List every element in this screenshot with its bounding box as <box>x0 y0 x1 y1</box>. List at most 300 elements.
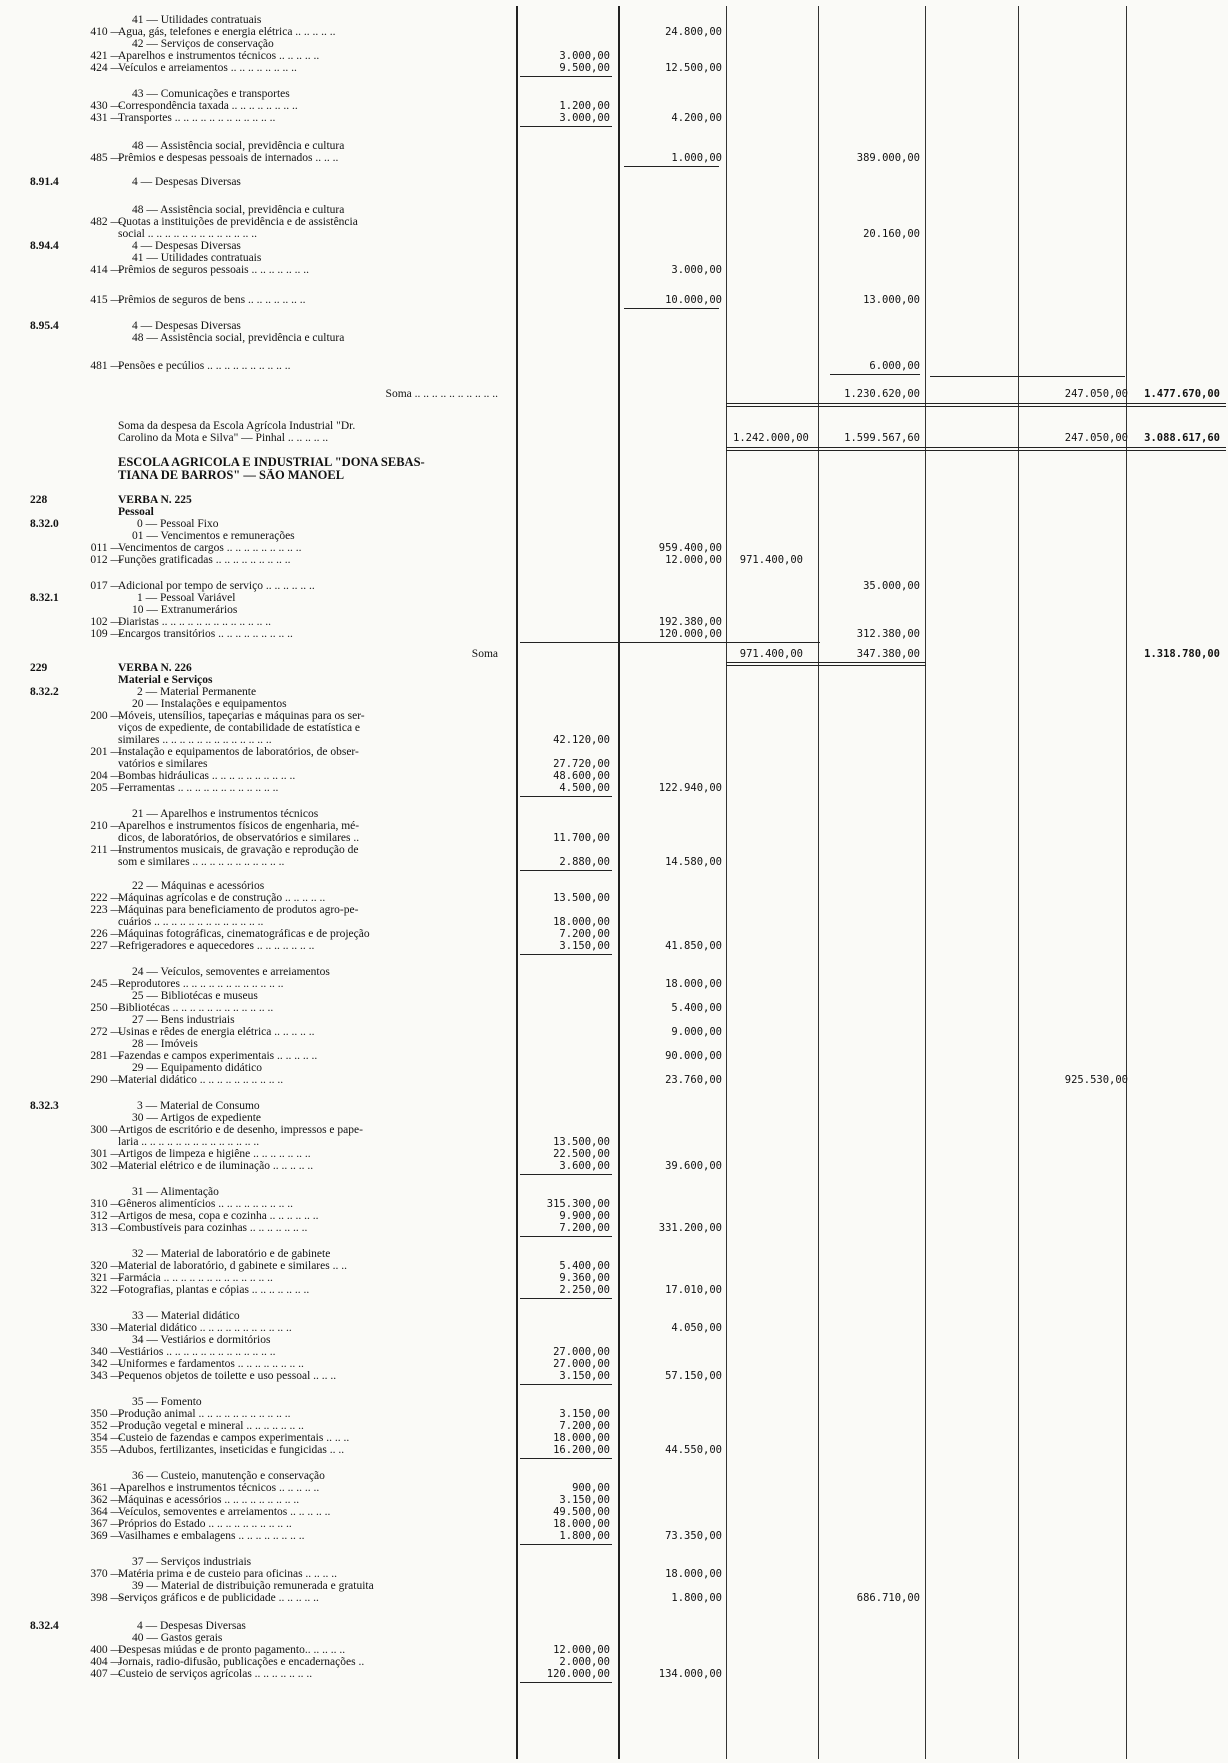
budget-row <box>0 1248 1228 1260</box>
item-description: Material elétrico e de iluminação .. .. .. .. .. <box>118 1160 314 1172</box>
amount-col-1: 27.720,00 <box>553 758 610 770</box>
amount-col-2: 39.600,00 <box>665 1160 722 1172</box>
item-description: Soma da despesa da Escola Agrícola Industrial "Dr. <box>118 420 356 432</box>
item-description: 10 — Extranumerários <box>132 604 238 616</box>
item-description: Matéria prima e de custeio para oficinas .. .. .. .. <box>118 1568 338 1580</box>
item-description: 43 — Comunicações e transportes <box>132 88 290 100</box>
budget-row <box>0 1124 1228 1136</box>
item-description: Pensões e pecúlios .. .. .. .. .. .. .. .. .. .. <box>118 360 291 372</box>
item-description: 48 — Assistência social, previdência e cultura <box>132 140 345 152</box>
item-description: 35 — Fomento <box>132 1396 202 1408</box>
item-code: 415 — <box>90 294 122 306</box>
item-code: 343 — <box>90 1370 122 1382</box>
item-code: 200 — <box>90 710 122 722</box>
budget-row <box>0 604 1228 616</box>
classification-code: 8.95.4 <box>30 320 59 332</box>
budget-row <box>0 808 1228 820</box>
classification-code: 228 <box>30 494 48 506</box>
item-description: Instalação e equipamentos de laboratórios, de obser- <box>118 746 359 758</box>
amount-col-2: 3.000,00 <box>671 264 722 276</box>
amount-col-1: 5.400,00 <box>559 1260 610 1272</box>
budget-row <box>0 1210 1228 1222</box>
item-description: 3 — Material de Consumo <box>137 1100 260 1112</box>
classification-code: 8.32.1 <box>30 592 59 604</box>
item-description: 1 — Pessoal Variável <box>137 592 236 604</box>
subtotal-rule <box>520 1384 612 1385</box>
subtotal-rule <box>520 1174 612 1175</box>
budget-row <box>0 1396 1228 1408</box>
budget-row <box>0 1062 1228 1074</box>
amount-col-2: 9.000,00 <box>671 1026 722 1038</box>
budget-row <box>0 1334 1228 1346</box>
budget-row <box>0 1260 1228 1272</box>
item-description: 39 — Material de distribuição remunerada e gratuita <box>132 1580 374 1592</box>
item-description: Artigos de mesa, copa e cozinha .. .. .. .. .. .. <box>118 1210 319 1222</box>
amount-col-2: 12.000,00 <box>665 554 722 566</box>
item-code: 355 — <box>90 1444 122 1456</box>
budget-row <box>0 332 1228 344</box>
budget-row <box>0 916 1228 928</box>
item-description: Custeio de serviços agrícolas .. .. .. .. .. .. .. <box>118 1668 313 1680</box>
item-description: 01 — Vencimentos e remunerações <box>132 530 295 542</box>
amount-col-4: 6.000,00 <box>869 360 920 372</box>
budget-row <box>0 320 1228 332</box>
budget-row <box>0 1420 1228 1432</box>
item-code: 211 — <box>90 844 122 856</box>
budget-row <box>0 100 1228 112</box>
budget-row <box>0 360 1228 372</box>
amount-col-2: 73.350,00 <box>665 1530 722 1542</box>
item-code: 367 — <box>90 1518 122 1530</box>
item-code: 272 — <box>90 1026 122 1038</box>
item-description: 29 — Equipamento didático <box>132 1062 262 1074</box>
amount-col-6: 1.318.780,00 <box>1144 648 1220 660</box>
subtotal-rule <box>624 308 719 309</box>
item-description: Material didático .. .. .. .. .. .. .. .. .. .. <box>118 1074 284 1086</box>
amount-col-1: 2.250,00 <box>559 1284 610 1296</box>
item-description: Produção animal .. .. .. .. .. .. .. .. .. .. .. <box>118 1408 291 1420</box>
item-description: 33 — Material didático <box>132 1310 240 1322</box>
amount-col-2: 134.000,00 <box>658 1668 722 1680</box>
amount-col-1: 3.150,00 <box>559 940 610 952</box>
item-code: 313 — <box>90 1222 122 1234</box>
budget-row <box>0 1160 1228 1172</box>
budget-row <box>0 1310 1228 1322</box>
budget-row <box>0 1112 1228 1124</box>
item-code: 362 — <box>90 1494 122 1506</box>
item-code: 310 — <box>90 1198 122 1210</box>
amount-col-2: 12.500,00 <box>665 62 722 74</box>
amount-col-2: 192.380,00 <box>658 616 722 628</box>
item-description: social .. .. .. .. .. .. .. .. .. .. .. .. .. <box>118 228 257 240</box>
subtotal-rule <box>830 374 920 375</box>
item-code: 342 — <box>90 1358 122 1370</box>
item-description: Material e Serviços <box>118 674 213 686</box>
classification-code: 8.32.3 <box>30 1100 59 1112</box>
amount-col-1: 3.000,00 <box>559 112 610 124</box>
amount-col-2: 44.550,00 <box>665 1444 722 1456</box>
classification-code: 8.91.4 <box>30 176 59 188</box>
item-code: 312 — <box>90 1210 122 1222</box>
classification-code: 229 <box>30 662 48 674</box>
item-description: 30 — Artigos de expediente <box>132 1112 262 1124</box>
item-code: 321 — <box>90 1272 122 1284</box>
budget-row <box>0 1038 1228 1050</box>
item-description: VERBA N. 226 <box>118 662 192 674</box>
amount-col-1: 3.150,00 <box>559 1408 610 1420</box>
item-description: Prêmios e despesas pessoais de internados .. .. .. <box>118 152 339 164</box>
budget-row <box>0 1620 1228 1632</box>
amount-col-1: 3.000,00 <box>559 50 610 62</box>
amount-col-2: 1.000,00 <box>671 152 722 164</box>
budget-row <box>0 746 1228 758</box>
item-code: 414 — <box>90 264 122 276</box>
amount-col-4: 20.160,00 <box>863 228 920 240</box>
budget-row <box>0 1644 1228 1656</box>
amount-col-4: 347.380,00 <box>856 648 920 660</box>
item-description: Agua, gás, telefones e energia elétrica .. .. .. .. .. <box>118 26 336 38</box>
budget-row <box>0 216 1228 228</box>
item-description: Próprios do Estado .. .. .. .. .. .. .. .. .. .. <box>118 1518 292 1530</box>
amount-col-1: 12.000,00 <box>553 1644 610 1656</box>
amount-col-2: 23.760,00 <box>665 1074 722 1086</box>
item-code: 352 — <box>90 1420 122 1432</box>
budget-row <box>0 904 1228 916</box>
item-code: 350 — <box>90 1408 122 1420</box>
budget-row <box>0 1272 1228 1284</box>
item-description: Uniformes e fardamentos .. .. .. .. .. .. .. .. <box>118 1358 304 1370</box>
amount-col-1: 42.120,00 <box>553 734 610 746</box>
item-description: 22 — Máquinas e acessórios <box>132 880 265 892</box>
amount-col-5: 925.530,00 <box>1064 1074 1128 1086</box>
subtotal-rule <box>520 870 612 871</box>
item-description: 48 — Assistência social, previdência e cultura <box>132 332 345 344</box>
amount-col-1: 7.200,00 <box>559 1222 610 1234</box>
item-description: VERBA N. 225 <box>118 494 192 506</box>
item-description: Serviços gráficos e de publicidade .. .. .. .. .. <box>118 1592 319 1604</box>
amount-col-1: 315.300,00 <box>546 1198 610 1210</box>
subtotal-rule <box>930 376 1125 377</box>
item-description: Carolino da Mota e Silva" — Pinhal .. .. .. .. .. <box>118 432 329 444</box>
budget-row <box>0 1668 1228 1680</box>
item-code: 320 — <box>90 1260 122 1272</box>
amount-col-1: 13.500,00 <box>553 892 610 904</box>
item-description: Encargos transitórios .. .. .. .. .. .. .. .. .. <box>118 628 293 640</box>
amount-col-1: 2.880,00 <box>559 856 610 868</box>
budget-row <box>0 1592 1228 1604</box>
budget-row <box>0 140 1228 152</box>
item-description: Diaristas .. .. .. .. .. .. .. .. .. .. .. .. .. <box>118 616 272 628</box>
item-description: Aparelhos e instrumentos técnicos .. .. .. .. .. <box>118 1482 320 1494</box>
amount-col-1: 3.150,00 <box>559 1494 610 1506</box>
item-code: 281 — <box>90 1050 122 1062</box>
budget-row <box>0 770 1228 782</box>
item-description: Vestiários .. .. .. .. .. .. .. .. .. .. .. .. .. <box>118 1346 276 1358</box>
item-description: Máquinas para beneficiamento de produtos agro-pe- <box>118 904 359 916</box>
item-code: 302 — <box>90 1160 122 1172</box>
item-description: Funções gratificadas .. .. .. .. .. .. .. .. .. <box>118 554 291 566</box>
budget-row <box>0 844 1228 856</box>
item-code: 340 — <box>90 1346 122 1358</box>
subtotal-rule <box>520 126 612 127</box>
budget-row <box>0 1556 1228 1568</box>
classification-code: 8.94.4 <box>30 240 59 252</box>
budget-row <box>0 228 1228 240</box>
item-description: vatórios e similares <box>118 758 208 770</box>
item-code: 109 — <box>90 628 122 640</box>
budget-row <box>0 469 1228 481</box>
amount-col-2: 14.580,00 <box>665 856 722 868</box>
amount-col-2: 18.000,00 <box>665 1568 722 1580</box>
amount-col-2: 18.000,00 <box>665 978 722 990</box>
amount-col-2: 17.010,00 <box>665 1284 722 1296</box>
subtotal-rule <box>520 1236 612 1237</box>
item-description: dicos, de laboratórios, de observatórios e similares .. <box>118 832 360 844</box>
budget-row <box>0 240 1228 252</box>
budget-row <box>0 38 1228 50</box>
item-description: Pequenos objetos de toilette e uso pessoal .. .. .. <box>118 1370 337 1382</box>
item-description: Correspondência taxada .. .. .. .. .. .. .. .. <box>118 100 298 112</box>
budget-row <box>0 990 1228 1002</box>
item-description: Jornais, radio-difusão, publicações e encadernações .. <box>118 1656 365 1668</box>
item-description: 2 — Material Permanente <box>137 686 257 698</box>
item-description: Refrigeradores e aquecedores .. .. .. .. .. .. .. <box>118 940 315 952</box>
item-code: 205 — <box>90 782 122 794</box>
subtotal-rule <box>520 1298 612 1299</box>
item-description: Soma .. .. .. .. .. .. .. .. .. .. <box>385 388 498 400</box>
item-description: som e similares .. .. .. .. .. .. .. .. .. .. .. <box>118 856 285 868</box>
item-description: 42 — Serviços de conservação <box>132 38 274 50</box>
item-description: 4 — Despesas Diversas <box>132 240 241 252</box>
item-description: Prêmios de seguros pessoais .. .. .. .. .. .. .. <box>118 264 310 276</box>
budget-row <box>0 1014 1228 1026</box>
subtotal-rule <box>520 1458 612 1459</box>
amount-col-1: 9.500,00 <box>559 62 610 74</box>
amount-col-2: 5.400,00 <box>671 1002 722 1014</box>
item-description: 21 — Aparelhos e instrumentos técnicos <box>132 808 319 820</box>
amount-col-1: 22.500,00 <box>553 1148 610 1160</box>
amount-col-1: 900,00 <box>572 1482 610 1494</box>
classification-code: 8.32.2 <box>30 686 59 698</box>
item-code: 430 — <box>90 100 122 112</box>
amount-col-2: 1.800,00 <box>671 1592 722 1604</box>
amount-col-1: 120.000,00 <box>546 1668 610 1680</box>
item-description: Produção vegetal e mineral .. .. .. .. .. .. .. <box>118 1420 304 1432</box>
amount-col-4: 686.710,00 <box>856 1592 920 1604</box>
budget-row <box>0 88 1228 100</box>
amount-col-2: 120.000,00 <box>658 628 722 640</box>
budget-row <box>0 14 1228 26</box>
item-code: 250 — <box>90 1002 122 1014</box>
budget-row <box>0 26 1228 38</box>
budget-row <box>0 1186 1228 1198</box>
budget-row <box>0 264 1228 276</box>
budget-row <box>0 832 1228 844</box>
item-description: Adubos, fertilizantes, inseticidas e fungicidas .. .. <box>118 1444 345 1456</box>
amount-col-5: 247.050,00 <box>1064 388 1128 400</box>
budget-row <box>0 978 1228 990</box>
amount-col-1: 11.700,00 <box>553 832 610 844</box>
budget-row <box>0 1408 1228 1420</box>
item-code: 012 — <box>90 554 122 566</box>
item-description: Prêmios de seguros de bens .. .. .. .. .. .. .. <box>118 294 306 306</box>
amount-col-1: 27.000,00 <box>553 1358 610 1370</box>
budget-row <box>0 758 1228 770</box>
item-description: Aparelhos e instrumentos físicos de engenharia, mé- <box>118 820 360 832</box>
item-description: Pessoal <box>118 506 154 518</box>
amount-col-2: 41.850,00 <box>665 940 722 952</box>
item-description: Transportes .. .. .. .. .. .. .. .. .. .. .. .. <box>118 112 276 124</box>
budget-row <box>0 722 1228 734</box>
budget-row <box>0 1506 1228 1518</box>
budget-row <box>0 662 1228 674</box>
amount-col-2: 90.000,00 <box>665 1050 722 1062</box>
budget-row <box>0 1026 1228 1038</box>
budget-row <box>0 456 1228 468</box>
budget-row <box>0 628 1228 640</box>
item-code: 398 — <box>90 1592 122 1604</box>
item-code: 404 — <box>90 1656 122 1668</box>
item-code: 407 — <box>90 1668 122 1680</box>
item-description: Combustíveis para cozinhas .. .. .. .. .. .. .. <box>118 1222 308 1234</box>
item-code: 354 — <box>90 1432 122 1444</box>
budget-row <box>0 820 1228 832</box>
item-description: 40 — Gastos gerais <box>132 1632 223 1644</box>
item-code: 017 — <box>90 580 122 592</box>
item-description: 48 — Assistência social, previdência e cultura <box>132 204 345 216</box>
amount-col-1: 18.000,00 <box>553 916 610 928</box>
budget-row <box>0 1656 1228 1668</box>
budget-row <box>0 880 1228 892</box>
classification-code: 8.32.0 <box>30 518 59 530</box>
item-description: Vasilhames e embalagens .. .. .. .. .. .. .. .. <box>118 1530 305 1542</box>
item-code: 482 — <box>90 216 122 228</box>
item-description: Bombas hidráulicas .. .. .. .. .. .. .. .. .. .. <box>118 770 296 782</box>
amount-col-6: 1.477.670,00 <box>1144 388 1220 400</box>
amount-col-1: 3.600,00 <box>559 1160 610 1172</box>
item-description: Custeio de fazendas e campos experimentais .. .. .. <box>118 1432 350 1444</box>
item-description: Máquinas agrícolas e de construção .. .. .. .. .. <box>118 892 326 904</box>
budget-row <box>0 112 1228 124</box>
amount-col-2: 57.150,00 <box>665 1370 722 1382</box>
item-description: Veículos e arreiamentos .. .. .. .. .. .. .. .. <box>118 62 297 74</box>
budget-row <box>0 698 1228 710</box>
item-code: 364 — <box>90 1506 122 1518</box>
budget-row <box>0 1284 1228 1296</box>
item-description: Máquinas e acessórios .. .. .. .. .. .. .. .. .. <box>118 1494 300 1506</box>
budget-row <box>0 152 1228 164</box>
budget-row <box>0 856 1228 868</box>
budget-row <box>0 940 1228 952</box>
amount-col-1: 2.000,00 <box>559 1656 610 1668</box>
item-code: 226 — <box>90 928 122 940</box>
item-description: 4 — Despesas Diversas <box>137 1620 246 1632</box>
budget-row <box>0 62 1228 74</box>
subtotal-rule <box>520 1682 612 1683</box>
item-code: 204 — <box>90 770 122 782</box>
item-description: Adicional por tempo de serviço .. .. .. .. .. .. <box>118 580 315 592</box>
item-description: Vencimentos de cargos .. .. .. .. .. .. .. .. .. <box>118 542 302 554</box>
item-description: 34 — Vestiários e dormitórios <box>132 1334 271 1346</box>
amount-col-2: 122.940,00 <box>658 782 722 794</box>
item-description: cuários .. .. .. .. .. .. .. .. .. .. .. .. .. <box>118 916 264 928</box>
item-description: Artigos de escritório e de desenho, impressos e pape- <box>118 1124 363 1136</box>
budget-row <box>0 1432 1228 1444</box>
amount-col-1: 4.500,00 <box>559 782 610 794</box>
item-description: Fotografias, plantas e cópias .. .. .. .. .. .. .. <box>118 1284 310 1296</box>
amount-col-1: 18.000,00 <box>553 1518 610 1530</box>
item-description: 4 — Despesas Diversas <box>132 176 241 188</box>
item-code: 410 — <box>90 26 122 38</box>
item-description: Fazendas e campos experimentais .. .. .. .. .. <box>118 1050 318 1062</box>
item-description: Gêneros alimentícios .. .. .. .. .. .. .. .. .. <box>118 1198 294 1210</box>
amount-col-2: 24.800,00 <box>665 26 722 38</box>
amount-col-1: 18.000,00 <box>553 1432 610 1444</box>
budget-row <box>0 542 1228 554</box>
budget-row <box>0 1568 1228 1580</box>
budget-row <box>0 928 1228 940</box>
budget-row <box>0 1444 1228 1456</box>
item-description: Farmácia .. .. .. .. .. .. .. .. .. .. .. .. .. <box>118 1272 273 1284</box>
amount-col-1: 7.200,00 <box>559 928 610 940</box>
item-description: viços de expediente, de contabilidade de estatística e <box>118 722 361 734</box>
amount-col-1: 49.500,00 <box>553 1506 610 1518</box>
budget-row <box>0 506 1228 518</box>
amount-col-2: 4.200,00 <box>671 112 722 124</box>
item-description: 25 — Bibliotécas e museus <box>132 990 258 1002</box>
budget-row <box>0 494 1228 506</box>
budget-row <box>0 204 1228 216</box>
amount-col-2: 331.200,00 <box>658 1222 722 1234</box>
budget-row <box>0 648 1228 660</box>
item-code: 300 — <box>90 1124 122 1136</box>
item-description: 36 — Custeio, manutenção e conservação <box>132 1470 325 1482</box>
budget-row <box>0 294 1228 306</box>
item-description: Ferramentas .. .. .. .. .. .. .. .. .. .. .. .. <box>118 782 279 794</box>
item-description: 27 — Bens industriais <box>132 1014 235 1026</box>
budget-row <box>0 1482 1228 1494</box>
classification-code: 8.32.4 <box>30 1620 59 1632</box>
item-description: 31 — Alimentação <box>132 1186 219 1198</box>
amount-col-4: 312.380,00 <box>856 628 920 640</box>
budget-row <box>0 176 1228 188</box>
item-code: 201 — <box>90 746 122 758</box>
amount-col-3: 971.400,00 <box>739 554 803 566</box>
amount-col-5: 247.050,00 <box>1064 432 1128 444</box>
budget-row <box>0 674 1228 686</box>
amount-col-4: 1.230.620,00 <box>844 388 920 400</box>
item-code: 222 — <box>90 892 122 904</box>
budget-row <box>0 1370 1228 1382</box>
item-description: 28 — Imóveis <box>132 1038 198 1050</box>
budget-row <box>0 518 1228 530</box>
budget-row <box>0 1002 1228 1014</box>
item-description: similares .. .. .. .. .. .. .. .. .. .. .. .. .. <box>118 734 272 746</box>
amount-col-1: 1.800,00 <box>559 1530 610 1542</box>
item-description: laria .. .. .. .. .. .. .. .. .. .. .. .. .. .. <box>118 1136 260 1148</box>
budget-row <box>0 1100 1228 1112</box>
item-description: Quotas a instituições de previdência e de assistência <box>118 216 358 228</box>
item-description: TIANA DE BARROS" — SÃO MANOEL <box>118 469 345 481</box>
item-code: 330 — <box>90 1322 122 1334</box>
amount-col-4: 13.000,00 <box>863 294 920 306</box>
item-code: 431 — <box>90 112 122 124</box>
item-description: ESCOLA AGRICOLA E INDUSTRIAL "DONA SEBAS- <box>118 456 425 468</box>
item-code: 245 — <box>90 978 122 990</box>
budget-row <box>0 782 1228 794</box>
subtotal-rule <box>520 954 612 955</box>
item-code: 370 — <box>90 1568 122 1580</box>
